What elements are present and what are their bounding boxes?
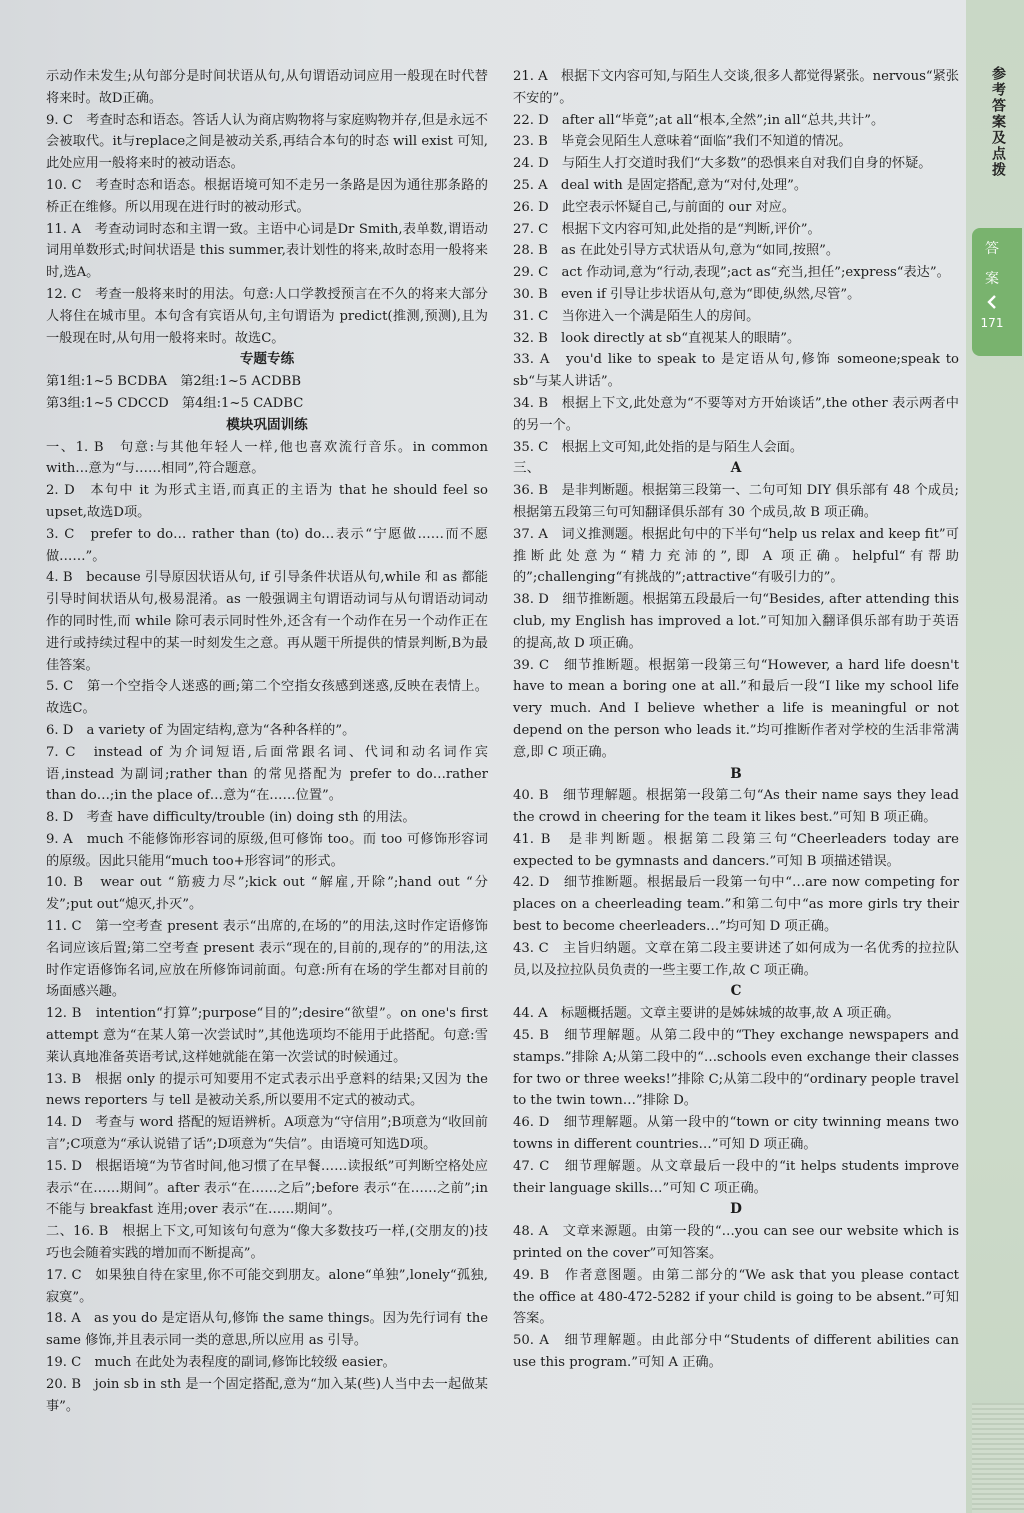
answer-entry: 17. C 如果独自待在家里,你不可能交到朋友。alone“单独”,lonely“孤独,寂寞”。 [46,1267,488,1305]
answer-entry: 34. B 根据上下文,此处意为“不要等对方开始谈话”,the other 表示两者中的另一个。 [513,395,959,433]
answer-entry: 33. A you'd like to speak to 是定语从句,修饰 someone;speak to sb“与某人讲话”。 [513,352,959,390]
answer-entry: 28. B as 在此处引导方式状语从句,意为“如同,按照”。 [513,243,840,259]
right-column [513,66,959,1374]
answer-entry: 40. B 细节理解题。根据第一段第二句“As their name says they lead the crowd in cheering for the team it likes best.”可知 B 项正确。 [513,788,959,826]
answer-entry: 31. C 当你进入一个满是陌生人的房间。 [513,308,760,324]
answer-entry: 27. C 根据下文内容可知,此处指的是“判断,评价”。 [513,221,821,237]
answer-entry: 41. B 是非判断题。根据第二段第三句“Cheerleaders today are expected to be gymnasts and dancers.”可知 B 项描述错误。 [513,831,959,869]
answer-entry: 12. B intention“打算”;purpose“目的”;desire“欲望”。on one's first attempt 意为“在某人第一次尝试时”,其他选项均不能用于此搭配。句意:雪莱认真地准备英语考试,这样她就能在第一次尝试的时候通过。 [46,1006,488,1065]
passage-letter: D [730,1201,742,1218]
answer-entry: 第1组:1~5 BCDBA 第2组:1~5 ACDBB [46,374,302,390]
answer-entry: 一、1. B 句意:与其他年轻人一样,他也喜欢流行音乐。in common with…意为“与……相同”,符合题意。 [46,439,488,477]
answer-entry: 18. A as you do 是定语从句,修饰 the same things。因为先行词有 the same 修饰,并且表示同一类的意思,所以应用 as 引导。 [46,1311,488,1349]
passage-heading [513,764,959,786]
answer-entry: 5. C 第一个空指令人迷惑的画;第二个空指女孩感到迷惑,反映在表情上。故选C。 [46,679,488,717]
answer-entry: 3. C prefer to do… rather than (to) do…表示“宁愿做……而不愿做……”。 [46,526,488,564]
answer-entry: 6. D a variety of 为固定结构,意为“各种各样的”。 [46,722,356,738]
chevron-left-icon [984,294,1000,310]
answer-entry: 2. D 本句中 it 为形式主语,而真正的主语为 that he should feel so upset,故选D项。 [46,483,488,520]
answer-entry: 44. A 标题概括题。文章主要讲的是姊妹城的故事,故 A 项正确。 [513,1006,900,1022]
answer-entry: 二、16. B 根据上下文,可知该句句意为“像大多数技巧一样,(交朋友的)技巧也会随着实践的增加而不断提高”。 [46,1224,488,1262]
answer-entry: 23. B 毕竟会见陌生人意味着“面临”我们不知道的情况。 [513,134,852,150]
answer-entry: 11. C 第一空考查 present 表示“出席的,在场的”的用法,这时作定语修饰名词应该后置;第二空考查 present 表示“现在的,目前的,现存的”的用法,这时作定语修饰名词,应放在所修饰词前面。句意:所有在场的学生都对目前的场面感兴趣。 [46,919,488,1000]
answer-entry: 9. C 考查时态和语态。答话人认为商店购物将与家庭购物并存,但是永远不会被取代。it与replace之间是被动关系,再结合本句的时态 will exist 可知,此处应用一般将来时的被动语态。 [46,112,488,172]
part-prefix: 三、 [513,460,541,477]
answer-entry: 29. C act 作动词,意为“行动,表现”;act as“充当,担任”;express“表达”。 [513,265,950,281]
answer-entry: 14. D 考查与 word 搭配的短语辨析。A项意为“守信用”;B项意为“收回前言”;C项意为“承认说错了话”;D项意为“失信”。由语境可知选D项。 [46,1115,488,1153]
left-column [46,66,488,1417]
answer-entry: 47. C 细节理解题。从文章最后一段中的“it helps students improve their language skills…”可知 C 项正确。 [513,1158,959,1196]
passage-heading [513,981,959,1003]
answer-entry: 第3组:1~5 CDCCD 第4组:1~5 CADBC [46,395,304,411]
answer-entry: 15. D 根据语境“为节省时间,他习惯了在早餐……读报纸”可判断空格处应表示“在……期间”。after 表示“在……之后”;before 表示“在……之前”;in 不能与 breakfast 连用;over 表示“在……期间”。 [46,1158,488,1218]
answer-entry: 4. B because 引导原因状语从句, if 引导条件状语从句,while 和 as 都能引导时间状语从句,极易混淆。as 一般强调主句谓语动词与从句谓语动词动作的同时性,而 while 除可表示同时性外,还含有一个动作在另一个动作正在进行或持续过程中的某一时刻发生之意。再从题干所提供的情景判断,B为最佳答案。 [46,570,488,673]
answer-entry: 46. D 细节理解题。从第一段中的“town or city twinning means two towns in different countries…”可知 D 项正确。 [513,1115,959,1153]
answer-entry: 11. A 考查动词时态和主谓一致。主语中心词是Dr Smith,表单数,谓语动词用单数形式;时间状语是 this summer,表计划性的将来,故时态用一般将来时,选A。 [46,221,488,281]
answer-entry: 8. D 考查 have difficulty/trouble (in) doing sth 的用法。 [46,810,416,826]
answer-entry: 30. B even if 引导让步状语从句,意为“即使,纵然,尽管”。 [513,286,861,302]
section-heading: 模块巩固训练 [226,416,308,433]
answer-entry: 39. C 细节推断题。根据第一段第三句“However, a hard life doesn't have to mean a boring one at all.”和最后一段“I like my school life very much. And I believe whether a life is meaningful or not depend on the person who leads it.”均可推断作者对学校的生活非常满意,即 C 项正确。 [513,657,959,760]
answer-entry: 20. B join sb in sth 是一个固定搭配,意为“加入某(些)人当中去一起做某事”。 [46,1376,488,1414]
answer-entry: 26. D 此空表示怀疑自己,与前面的 our 对应。 [513,199,796,215]
answer-entry: 43. C 主旨归纳题。文章在第二段主要讲述了如何成为一名优秀的拉拉队员,以及拉拉队员负责的一些主要工作,故 C 项正确。 [513,940,959,978]
sidebar-title: 参考答案及点拨 [990,66,1006,178]
answer-entry: 24. D 与陌生人打交道时我们“大多数”的恐惧来自对我们自身的怀疑。 [513,156,932,172]
passage-letter: A [730,460,742,477]
answer-entry: 9. A much 不能修饰形容词的原级,但可修饰 too。而 too 可修饰形容词的原级。因此只能用“much too+形容词”的形式。 [46,831,488,869]
answer-entry: 35. C 根据上文可知,此处指的是与陌生人会面。 [513,439,804,455]
section-heading: 专题专练 [239,351,295,368]
answer-tab[interactable] [972,228,1022,356]
passage-letter: B [730,765,742,782]
page-number: 171 [980,316,1004,330]
tab-label-1: 答 [985,241,999,257]
answer-entry: 42. D 细节推断题。根据最后一段第一句中“…are now competing for places on a cheerleading team.”和第二句中“as more girls try their best to become cheerleaders…”均可知 D 项正确。 [513,875,959,935]
answer-entry: 32. B look directly at sb“直视某人的眼睛”。 [513,330,801,346]
sidebar [966,0,1024,1513]
answer-entry: 10. B wear out “筋疲力尽”;kick out “解雇,开除”;hand out “分发”;put out“熄灭,扑灭”。 [46,875,488,913]
answer-entry: 48. A 文章来源题。由第一段的“…you can see our website which is printed on the cover”可知答案。 [513,1224,959,1262]
tab-label-2: 案 [985,271,999,287]
answer-entry: 7. C instead of 为介词短语,后面常跟名词、代词和动名词作宾语,instead 为副词;rather than 的常见搭配为 prefer to do…rather than do…;in the place of…意为“在……位置”。 [46,744,488,804]
answer-entry: 22. D after all“毕竟”;at all“根本,全然”;in all“总共,共计”。 [513,112,885,128]
answer-entry: 50. A 细节理解题。由此部分中“Students of different abilities can use this program.”可知 A 正确。 [513,1333,959,1371]
answer-entry: 38. D 细节推断题。根据第五段最后一句“Besides, after attending this club, my English has improved a lot.”可知加入翻译俱乐部有助于英语的提高,故 D 项正确。 [513,592,959,651]
passage-heading [513,1199,959,1221]
answer-entry: 10. C 考查时态和语态。根据语境可知不走另一条路是因为通往那条路的桥正在维修。所以用现在进行时的被动形式。 [46,177,488,215]
passage-letter: C [730,983,742,1000]
answer-entry: 21. A 根据下文内容可知,与陌生人交谈,很多人都觉得紧张。nervous“紧张不安的”。 [513,69,959,106]
answer-entry: 示动作未发生;从句部分是时间状语从句,从句谓语动词应用一般现在时代替将来时。故D正确。 [46,69,488,106]
answer-entry: 37. A 词义推测题。根据此句中的下半句“help us relax and keep fit”可推断此处意为“精力充沛的”,即 A 项正确。helpful“有帮助的”;challenging“有挑战的”;attractive“有吸引力的”。 [513,526,959,586]
answer-entry: 25. A deal with 是固定搭配,意为“对付,处理”。 [513,177,808,193]
answer-entry: 13. B 根据 only 的提示可知要用不定式表示出乎意料的结果;又因为 the news reporters 与 tell 是被动关系,所以要用不定式的被动式。 [46,1071,488,1109]
passage-heading [513,458,959,480]
answer-entry: 45. B 细节理解题。从第二段中的“They exchange newspapers and stamps.”排除 A;从第二段中的“…schools even exchange their classes for two or three weeks!”排除 C;从第二段中的“ordinary people travel to the twin town…”排除 D。 [513,1028,959,1109]
answer-entry: 36. B 是非判断题。根据第三段第一、二句可知 DIY 俱乐部有 48 个成员;根据第五段第三句可知翻译俱乐部有 30 个成员,故 B 项正确。 [513,483,959,520]
answer-entry: 19. C much 在此处为表程度的副词,修饰比较级 easier。 [46,1355,396,1371]
decorative-stripes [972,1403,1024,1513]
answer-entry: 12. C 考查一般将来时的用法。句意:人口学教授预言在不久的将来大部分人将住在城市里。本句含有宾语从句,主句谓语为 predict(推测,预测),且为一般现在时,从句用一般将来时。故选C。 [46,286,488,346]
answer-entry: 49. B 作者意图题。由第二部分的“We ask that you please contact the office at 480-472-5282 if your child is going to be absent.”可知答案。 [513,1267,959,1327]
